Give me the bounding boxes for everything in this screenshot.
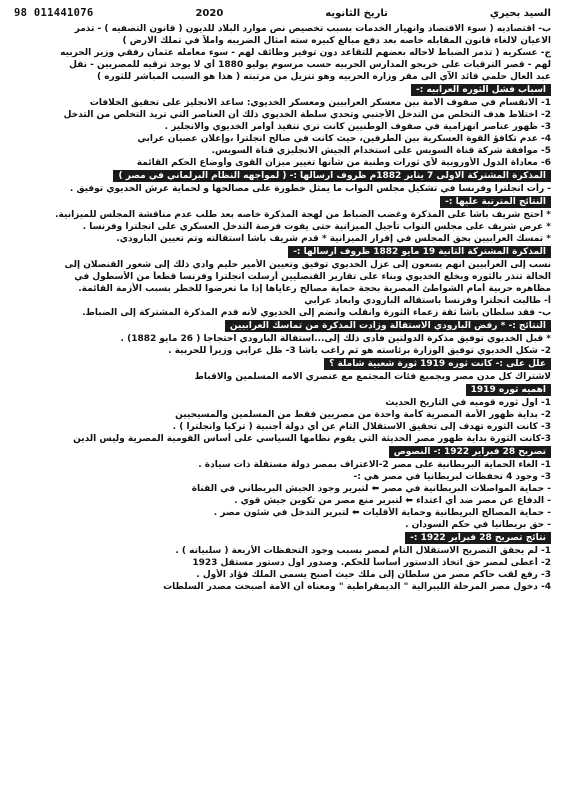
author-name: السيد بحيري — [489, 7, 551, 19]
text-line: - الدفاع عن مصر ضد أي اعتداء ⬅ لتبرير منع مصر من تكوين جيش قوي . — [234, 496, 551, 506]
text-line: - حماية المصالح البريطانية وحماية الأقليات ⬅ لتبرير التدخل في شئون مصر . — [213, 508, 551, 518]
text-line: * قبل الخديوي توفيق مذكرة الدولتين فأدى ذلك إلى...استقالة البارودي احتجاجا ( 26 مايو 1882) . — [120, 334, 551, 344]
text-line: 2- أعطى لمصر حق اتخاذ الدستور أساساً للحكم. وصدور اول دستور مستقل 1923 — [192, 558, 551, 568]
text-line: 2- بداية ظهور الأمة المصرية كأمة واحدة من مصريين فقط من المسلمين والمسيحيين — [175, 410, 551, 420]
section-heading — [14, 532, 551, 544]
text-line: 1- الغاء الحماية البريطانية على مصر 2-الاعتراف بمصر دولة مستقلة ذات سيادة . — [198, 460, 551, 470]
section-heading-label: تصريح 28 فبراير 1922 :- النصوص — [389, 446, 551, 458]
section-heading — [14, 196, 551, 208]
section-heading-label: النتائج المترتبة عليها :- — [440, 196, 551, 208]
section-heading — [14, 84, 551, 96]
section-heading — [14, 170, 551, 182]
section-heading — [14, 358, 551, 370]
section-heading-label: النتائج :- * رفض البارودي الاستقالة وزادت المذكرة من تماسك العرابيين — [225, 320, 551, 332]
text-line: 1- اول ثوره قوميه في التاريخ الحديث — [385, 398, 551, 408]
section-heading-label: نتائج تصريح 28 فبراير 1922 :- — [405, 532, 551, 544]
phone-number: 011441076 98 — [14, 7, 94, 19]
year: 2020 — [195, 7, 224, 19]
text-line: 5- موافقة شركة قناة السويس على استخدام الجيش الانجليزي قناة السويس. — [211, 146, 551, 156]
text-line: 3- كانت الثوره تهدف إلى تحقيق الاستقلال التام عن أي دولة أجنبية ( تركيا وانجلترا ) . — [172, 422, 551, 432]
text-line: - حق بريطانيا في حكم السودان . — [405, 520, 551, 530]
text-line: * تمسك العرابيين بحق المجلس في إقرار الميزانية * قدم شريف باشا استقالته وتم تعيين البارودي. — [116, 234, 551, 244]
text-line: - حماية المواصلات البريطانية في مصر ⬅ لتبرير وجود الجيش البريطاني في القناة — [191, 484, 551, 494]
section-heading-label: اسباب فشل الثوره العرابيه :- — [411, 84, 551, 96]
text-line: - رأت انجلترا وفرنسا في تشكيل مجلس النواب ما يمثل خطورة على مصالحها و لحماية عرش الخديوي توفيق . — [69, 184, 551, 194]
text-line: نسب إلى العرابيين انهم يسعون إلى عزل الخديوي توفيق وتعيين الأمير حليم وادي ذلك إلى شعور القنصلان إلى — [64, 260, 551, 270]
text-line: ب- اقتصاديه ( سوء الاقتصاد وانهيار الخدمات بسبب تخصيص نص موارد البلاد للديون ( قانون التصفيه ) - تذمر — [74, 24, 551, 34]
text-line: 4- عدم تكافؤ القوة العسكرية بين الطرفين، حيث كانت في صالح انجلترا ،وإعلان عصيان عرابي — [137, 134, 551, 144]
text-line: 3- ظهور عناصر انهزامية في صفوف الوطنيين كانت تري تنفيذ أوامر الخديوي والانجليز . — [164, 122, 551, 132]
text-line: 3- رفع لقب حاكم مصر من سلطان إلى ملك حيث أصبح يسمى الملك فؤاد الأول . — [196, 570, 551, 580]
section-heading-label: المذكرة المشتركة الثانية 19 مايو 1882 ظروف ارسالها :- — [288, 246, 551, 258]
section-heading — [14, 384, 551, 396]
text-line: 1- لم يحقق التصريح الاستقلال التام لمصر بسبب وجود التحفظات الأربعة ( سلبياته ) . — [175, 546, 551, 556]
section-heading-label: اهميه ثوره 1919 — [466, 384, 551, 396]
text-line: عبد العال حلمي قائد الآي الى مقر وزاره الحربيه وهو تنزيل من مرتبته ( هذا هو السبب المباشر للثوره ) — [97, 72, 551, 82]
text-line: 2- شكل الخديوي توفيق الوزارة برئاسته هو ثم راغب باشا 3- ظل عرابي وزيراً للحربية . — [168, 346, 551, 356]
text-line: لهم - قصر الترقيات على خريجو المدارس الحربيه حسب مرسوم يوليو 1880 أي لا يوجد ترقيه للمصريين - نقل — [69, 60, 551, 70]
text-line: * عرض شريف على مجلس النواب تأجيل الميزانية حتى يفوت فرصة التدخل العسكري على انجلترا وفرنسا . — [82, 222, 551, 232]
text-line: 2- اختلاط هدف التخلص من التدخل الأجنبي وتحدي سلطة الخديوي ذلك أن العناصر التي تريد التخلص من التدخل — [63, 110, 551, 120]
text-line: 4- دخول مصر المرحلة الليبرالية " الديمقراطية " ومعناه أن الأمة أصبحت مصدر السلطات — [163, 582, 551, 592]
text-line: 6- معاداة الدول الأوروبية لأي ثورات وطنية من شأنها تغيير ميزان القوى وأوضاع الحكم القائمة — [136, 158, 551, 168]
text-line: أ- طالبت انجلترا وفرنسا باستقاله البارودي وابعاد عرابي — [304, 296, 551, 306]
section-heading — [14, 446, 551, 458]
text-line: 3-كانت الثورة بداية ظهور مصر الحديثة التي يقوم نظامها السياسي على أساس القومية المصرية وليس الدين — [73, 434, 551, 444]
text-line: ج- عسكريه ( تذمر الضباط لاحاله بعضهم للتقاعد دون توفير وظائف لهم - سوء معامله عثمان رفقي وزير الحربيه — [60, 48, 551, 58]
section-heading — [14, 246, 551, 258]
text-line: مظاهره حربية أمام الشواطئ المصرية بحجة حماية مصالح رعاياها إذا ما تعرضوا للخطر بسبب الأزمة القائمة. — [78, 284, 551, 294]
text-line: الاعيان لالغاء قانون المقابله خاصه بعد دفع مبالغ كبيره سته امثال الضريبه واملاً في تملك الارض ) — [122, 36, 551, 46]
section-heading-label: علل على :- كانت ثوره 1919 ثورة شعبية شاملة ؟ — [324, 358, 551, 370]
text-line: 3- وجود 4 تحفظات لبريطانيا في مصر هي :- — [353, 472, 551, 482]
section-heading — [14, 320, 551, 332]
text-line: 1- الانقسام في صفوف الامة بين معسكر العرابيين ومعسكر الخديوي: ساعد الانجليز على تحقيق الخلافات — [89, 98, 551, 108]
text-line: لاشتراك كل مدن مصر وبجميع فئات المجتمع مع عنصري الامه المسلمين والاقباط — [194, 372, 551, 382]
subject-title: تاريخ الثانويه — [325, 7, 388, 19]
text-line: الحالة تنذر بالثوره وبخلع الخديوي وبناء على تقارير القنصليين أرسلت انجلترا وفرنسا قطعاً من الأسطول في — [74, 272, 551, 282]
text-line: * احتج شريف باشا على المذكرة وغضب الضباط من لهجة المذكرة خاصه بعد طلب عدم مناقشة المجلس للميزانية. — [55, 210, 551, 220]
text-line: ب- فقد سلطان باشا ثقة زعماء الثورة وانقلب وانضم إلى الخديوي لأنه قدم المذكرة المشتركة إلى الضباط. — [82, 308, 551, 318]
section-heading-label: المذكرة المشتركة الاولى 7 يناير 1882م ظروف ارسالها :- ( لمواجهه النظام البرلماني في مصر ) — [113, 170, 551, 182]
document-body — [14, 23, 551, 593]
page-header — [14, 6, 551, 20]
